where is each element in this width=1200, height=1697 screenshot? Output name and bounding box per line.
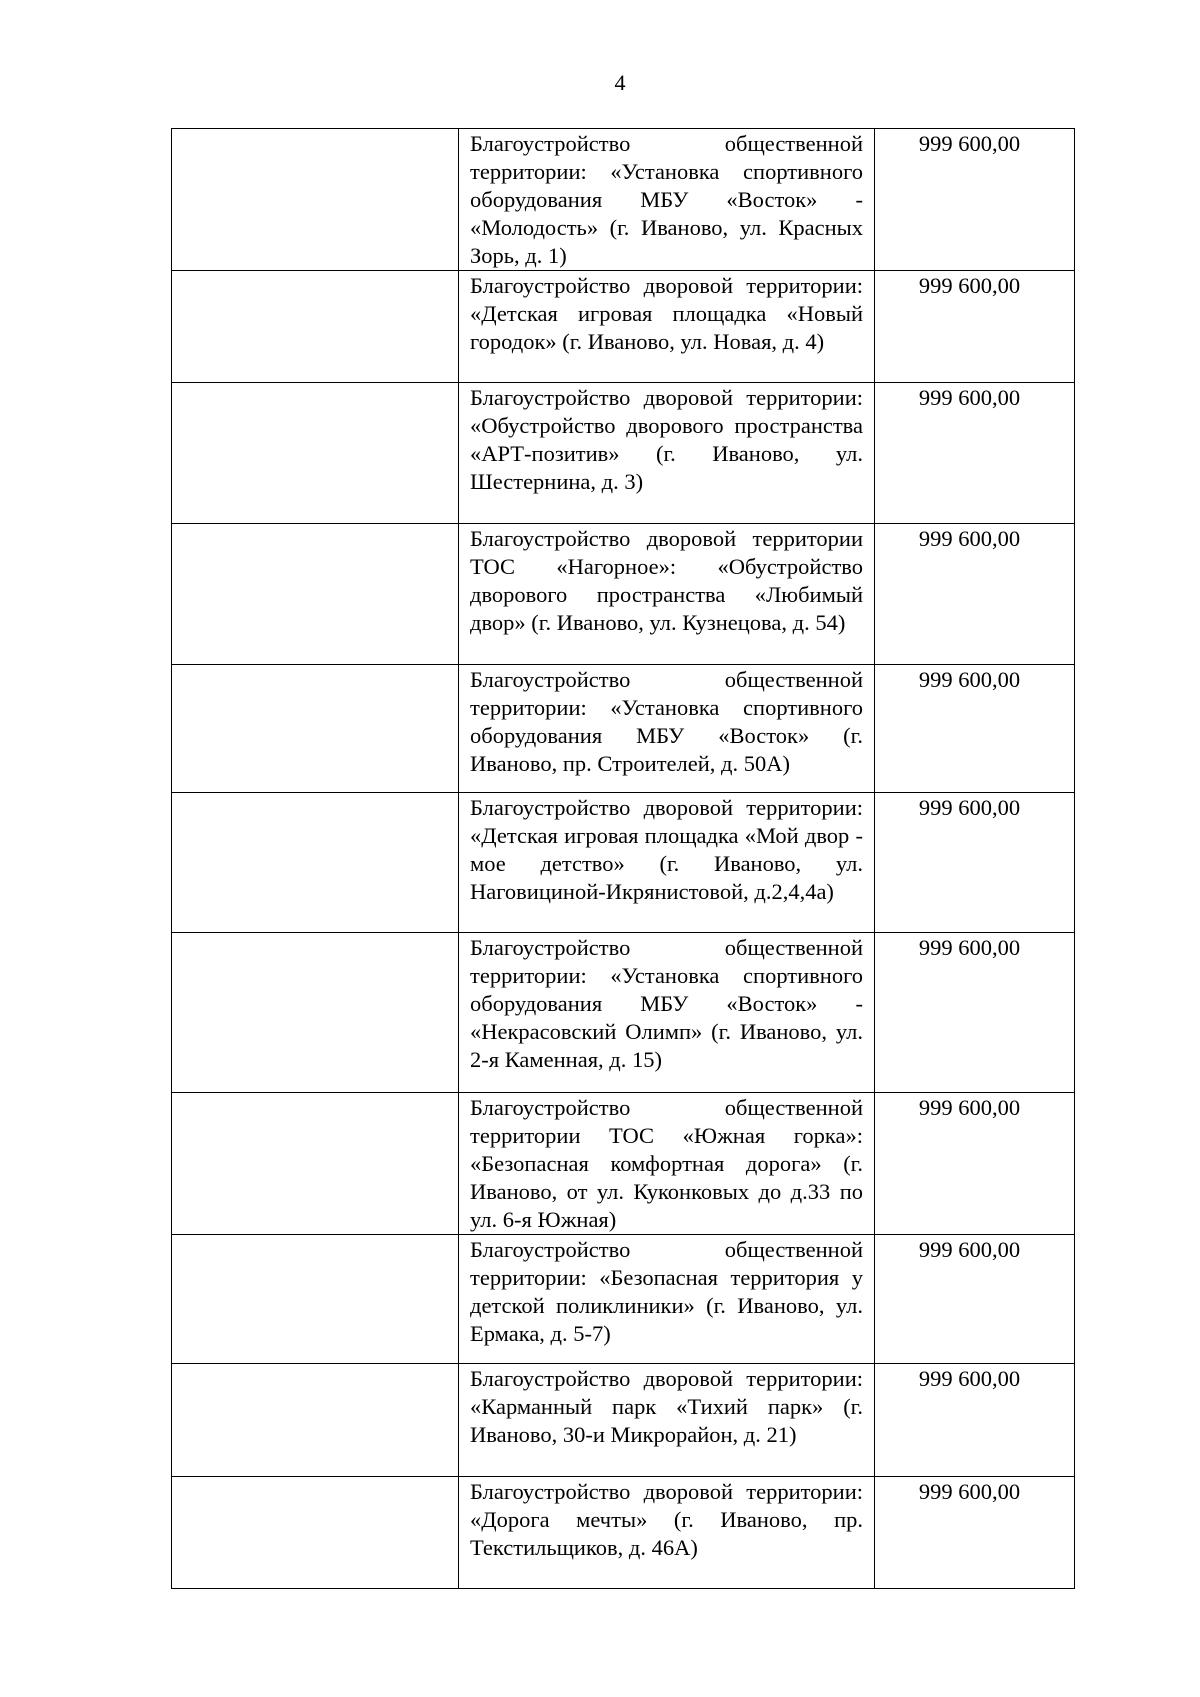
row-number-cell [172,129,459,271]
amount-cell [875,665,1075,793]
amount-cell [875,793,1075,933]
amount-value: 999 600,00 [918,795,1021,820]
project-description-cell [459,793,875,933]
table-row [172,383,1075,524]
table-row [172,524,1075,665]
table-row [172,271,1075,383]
amount-value: 999 600,00 [918,273,1021,298]
row-number-cell [172,793,459,933]
row-number-cell [172,271,459,383]
row-number-cell [172,1235,459,1364]
table-row [172,1477,1075,1589]
amount-value: 999 600,00 [918,1095,1021,1120]
project-description-cell [459,665,875,793]
table-row [172,1093,1075,1235]
amount-cell [875,1235,1075,1364]
row-number-cell [172,1364,459,1477]
project-description: Благоустройство общественной территории: «Безопасная территория у детской поликлиники» (г. Иваново, ул. Ермака, д. 5-7) [470,1237,863,1346]
table-row [172,1235,1075,1364]
project-description: Благоустройство дворовой территории: «Карманный парк «Тихий парк» (г. Иваново, 30-и Микрорайон, д. 21) [470,1366,863,1447]
projects-table [171,128,1075,1589]
project-description: Благоустройство дворовой территории: «Детская игровая площадка «Новый городок» (г. Иваново, ул. Новая, д. 4) [470,273,863,354]
amount-cell [875,1477,1075,1589]
page-number: 4 [614,70,626,95]
project-description: Благоустройство общественной территории: «Установка спортивного оборудования МБУ «Восток» - «Некрасовский Олимп» (г. Иваново, ул. 2-я Каменная, д. 15) [470,935,863,1072]
project-description: Благоустройство дворовой территории: «Обустройство дворового пространства «АРТ-позитив» (г. Иваново, ул. Шестернина, д. 3) [470,385,863,494]
project-description: Благоустройство дворовой территории: «Дорога мечты» (г. Иваново, пр. Текстильщиков, д. 46А) [470,1479,863,1560]
table-row [172,1364,1075,1477]
amount-cell [875,1093,1075,1235]
amount-value: 999 600,00 [918,1366,1021,1391]
row-number-cell [172,524,459,665]
table-row [172,129,1075,271]
amount-cell [875,1364,1075,1477]
row-number-cell [172,1093,459,1235]
project-description-cell [459,933,875,1093]
amount-cell [875,383,1075,524]
project-description-cell [459,1093,875,1235]
row-number-cell [172,665,459,793]
project-description: Благоустройство общественной территории: «Установка спортивного оборудования МБУ «Восток» - «Молодость» (г. Иваново, ул. Красных Зорь, д. 1) [470,131,863,268]
amount-value: 999 600,00 [918,131,1021,156]
table-row [172,793,1075,933]
amount-value: 999 600,00 [918,526,1021,551]
project-description-cell [459,1235,875,1364]
row-number-cell [172,1477,459,1589]
project-description: Благоустройство дворовой территории: «Детская игровая площадка «Мой двор - мое детство» (г. Иваново, ул. Наговициной-Икрянистовой, д.2,4,4а) [470,795,863,904]
project-description-cell [459,1364,875,1477]
amount-value: 999 600,00 [918,935,1021,960]
row-number-cell [172,933,459,1093]
project-description-cell [459,1477,875,1589]
table-row [172,933,1075,1093]
amount-value: 999 600,00 [918,667,1021,692]
amount-cell [875,933,1075,1093]
project-description-cell [459,129,875,271]
project-description: Благоустройство общественной территории ТОС «Южная горка»: «Безопасная комфортная дорога» (г. Иваново, от ул. Куконковых до д.33 по ул. 6-я Южная) [470,1095,863,1232]
project-description: Благоустройство общественной территории: «Установка спортивного оборудования МБУ «Восток» (г. Иваново, пр. Строителей, д. 50А) [470,667,863,776]
project-description-cell [459,383,875,524]
amount-cell [875,524,1075,665]
project-description: Благоустройство дворовой территории ТОС «Нагорное»: «Обустройство дворового пространства «Любимый двор» (г. Иваново, ул. Кузнецова, д. 54) [470,526,863,635]
table-row [172,665,1075,793]
amount-value: 999 600,00 [918,385,1021,410]
project-description-cell [459,524,875,665]
amount-cell [875,271,1075,383]
project-description-cell [459,271,875,383]
amount-value: 999 600,00 [918,1237,1021,1262]
row-number-cell [172,383,459,524]
amount-value: 999 600,00 [918,1479,1021,1504]
amount-cell [875,129,1075,271]
